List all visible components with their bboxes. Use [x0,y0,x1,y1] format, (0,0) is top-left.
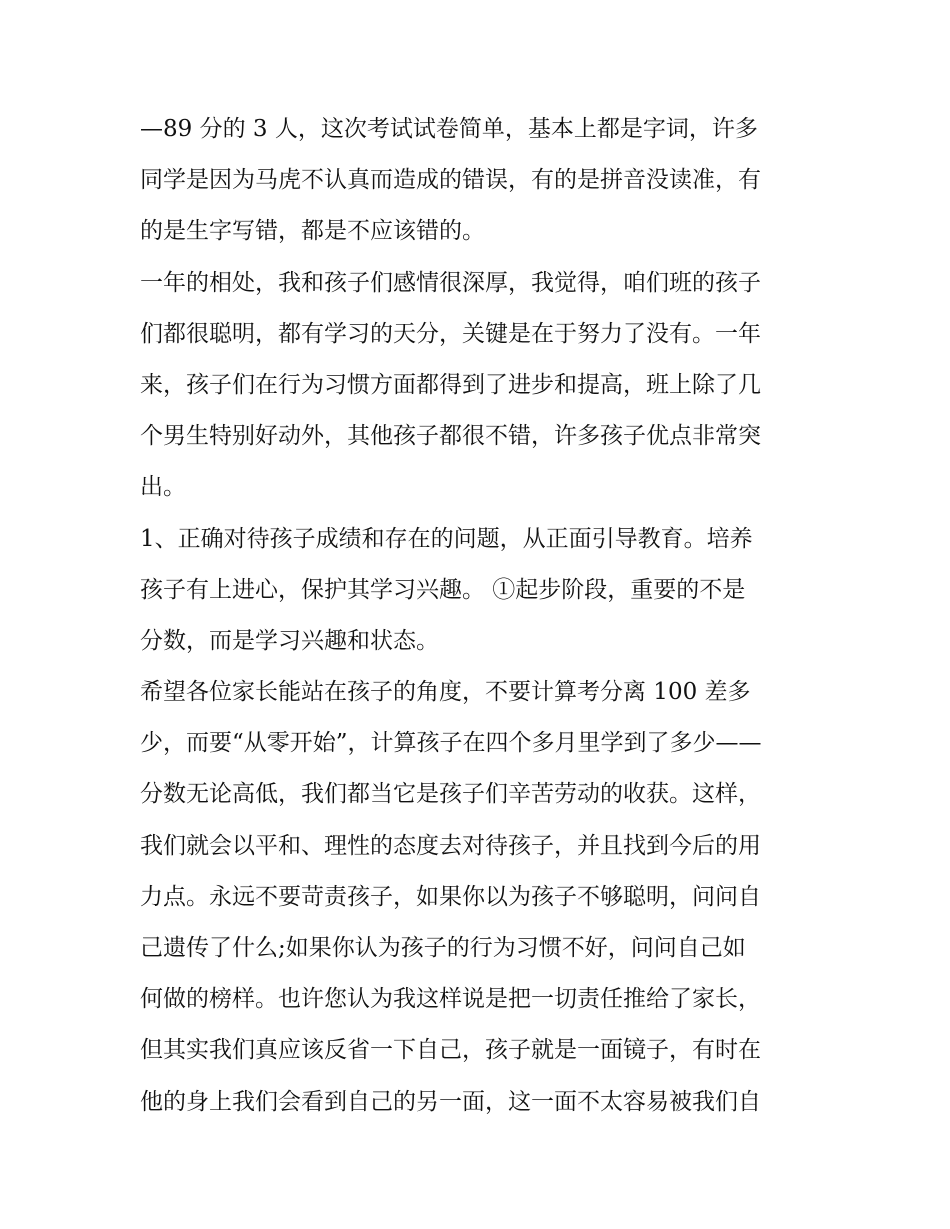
text-line: 孩子有上进心，保护其学习兴趣。 ①起步阶段，重要的不是 [140,576,746,603]
text-line: 我们就会以平和、理性的态度去对待孩子，并且找到今后的用 [140,832,761,859]
text-line: 来，孩子们在行为习惯方面都得到了进步和提高，班上除了几 [140,371,761,398]
text-line: 分数，而是学习兴趣和状态。 [140,627,439,654]
text-line: —89 分的 3 人，这次考试试卷简单，基本上都是字词，许多 [140,116,758,142]
text-line: 力点。永远不要苛责孩子，如果你以为孩子不够聪明，问问自 [140,883,761,910]
text-line: 们都很聪明，都有学习的天分，关键是在于努力了没有。一年 [140,320,761,347]
text-line: 1、正确对待孩子成绩和存在的问题，从正面引导教育。培养 [140,525,753,552]
text-line: 少，而要“从零开始”，计算孩子在四个多月里学到了多少—— [140,730,762,757]
text-line: 的是生字写错，都是不应该错的。 [140,218,485,245]
text-line: 他的身上我们会看到自己的另一面，这一面不太容易被我们自 [140,1088,761,1115]
document-body [140,104,820,1128]
text-line: 希望各位家长能站在孩子的角度，不要计算考分离 100 差多 [140,679,751,706]
text-line: 己遗传了什么;如果你认为孩子的行为习惯不好，问问自己如 [140,935,746,961]
text-line: 一年的相处，我和孩子们感情很深厚，我觉得，咱们班的孩子 [140,269,761,296]
text-line: 分数无论高低，我们都当它是孩子们辛苦劳动的收获。这样， [140,781,761,808]
text-line: 同学是因为马虎不认真而造成的错误，有的是拼音没读准，有 [140,167,761,194]
text-line: 何做的榜样。也许您认为我这样说是把一切责任推给了家长， [140,986,761,1013]
text-line: 个男生特别好动外，其他孩子都很不错，许多孩子优点非常突 [140,423,761,450]
text-line: 出。 [140,474,186,501]
text-line: 但其实我们真应该反省一下自己，孩子就是一面镜子，有时在 [140,1037,761,1064]
